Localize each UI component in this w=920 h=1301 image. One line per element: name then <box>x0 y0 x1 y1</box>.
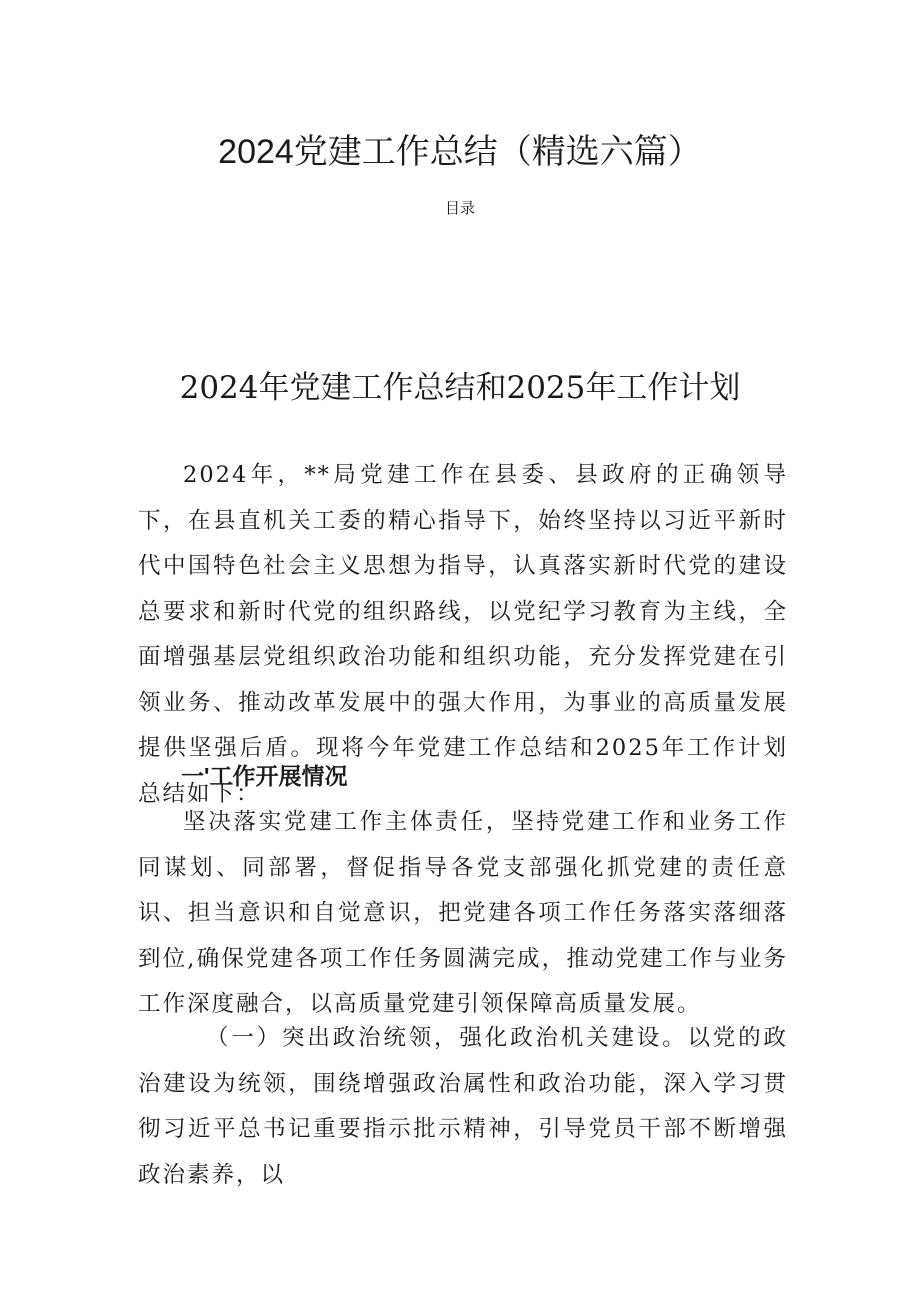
article-title: 2024年党建工作总结和2025年工作计划 <box>179 370 741 406</box>
section-heading: 一'工作开展情况 <box>181 763 348 789</box>
document-title: 2024党建工作总结（精选六篇） <box>218 133 702 171</box>
table-of-contents-label: 目录 <box>444 200 475 217</box>
subsection-paragraph: （一）突出政治统领，强化政治机关建设。以党的政治建设为统领，围绕增强政治属性和政治功能，深入学习贯彻习近平总书记重要指示批示精神，引导党员干部不断增强政治素养，以 <box>138 1025 788 1188</box>
intro-paragraph: 2024年，**局党建工作在县委、县政府的正确领导下，在县直机关工委的精心指导下，始终坚持以习近平新时代中国特色社会主义思想为指导，认真落实新时代党的建设总要求和新时代党的组织路线，以党纪学习教育为主线，全面增强基层党组织政治功能和组织功能，充分发挥党建在引领业务、推动改革发展中的强大作用，为事业的高质量发展提供坚强后盾。现将今年党建工作总结和2025年工作计划总结如下： <box>138 462 788 807</box>
section-body-paragraph: 坚决落实党建工作主体责任，坚持党建工作和业务工作同谋划、同部署，督促指导各党支部强化抓党建的责任意识、担当意识和自觉意识，把党建各项工作任务落实落细落到位,确保党建各项工作任务圆满完成，推动党建工作与业务工作深度融合，以高质量党建引领保障高质量发展。 <box>138 809 788 1017</box>
